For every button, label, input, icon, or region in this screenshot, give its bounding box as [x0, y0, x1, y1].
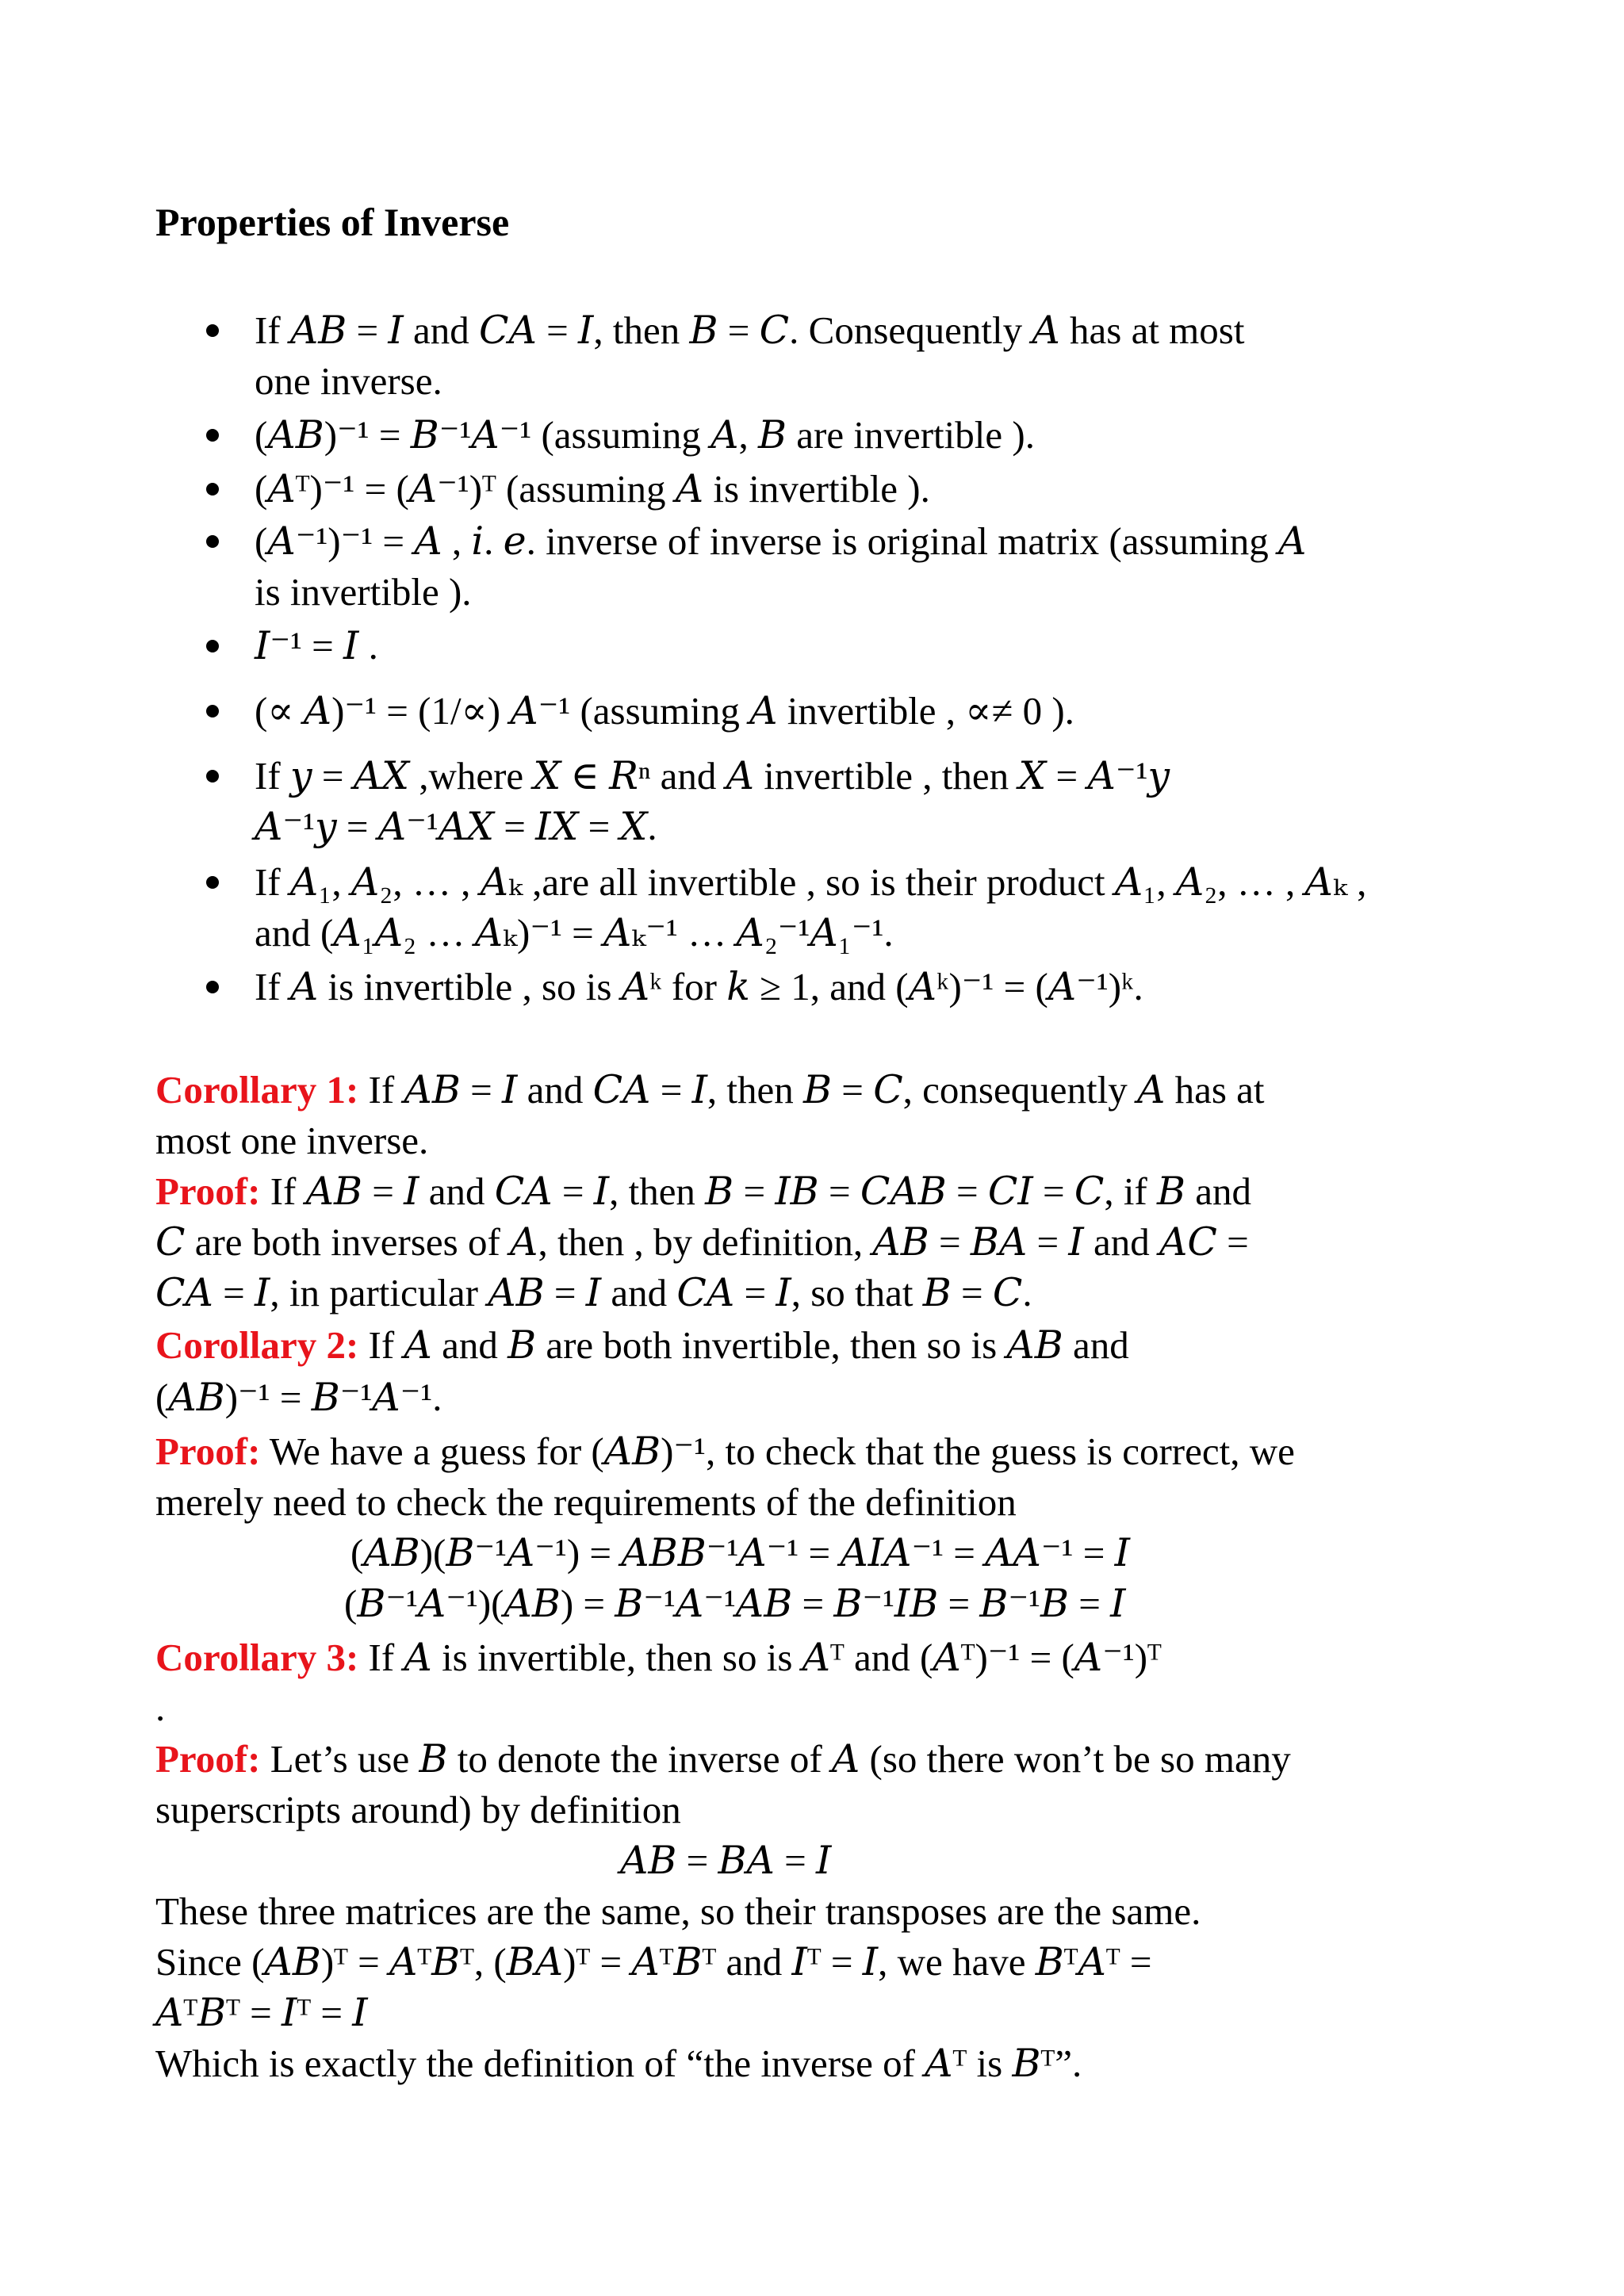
stray-period: .	[155, 1686, 166, 1729]
bullet-icon	[206, 770, 219, 783]
bullet-icon	[206, 705, 219, 718]
corollary-1-statement: If 𝐴𝐵 = 𝐼 and 𝐶𝐴 = 𝐼, then 𝐵 = 𝐶, consequently 𝐴 has at	[358, 1068, 1265, 1112]
proof-1-line-2: 𝐶 are both inverses of 𝐴, then , by definition, 𝐴𝐵 = 𝐵𝐴 = 𝐼 and 𝐴𝐶 =	[155, 1220, 1249, 1264]
proof-1-line-1	[155, 1168, 1251, 1215]
corollary-2-label: Corollary 2:	[155, 1323, 359, 1367]
proof-3-label: Proof:	[155, 1737, 261, 1781]
corollary-3-line-1	[155, 1634, 1162, 1682]
proof-3-equation: 𝐴𝐵 = 𝐵𝐴 = 𝐼	[620, 1839, 832, 1882]
bullet-icon	[206, 981, 219, 993]
proof-3-line-3: These three matrices are the same, so their transposes are the same.	[155, 1889, 1201, 1933]
proof-1-label: Proof:	[155, 1169, 261, 1213]
proof-2-line-2: merely need to check the requirements of the definition	[155, 1480, 1017, 1524]
bullet-icon	[206, 876, 219, 889]
proof-2-label: Proof:	[155, 1429, 261, 1473]
property-4-line-2: is invertible ).	[255, 570, 472, 614]
corollary-3-label: Corollary 3:	[155, 1636, 359, 1679]
proof-2-line-1	[155, 1428, 1295, 1475]
property-8-line-2: and (𝐴₁𝐴₂ … 𝐴ₖ)⁻¹ = 𝐴ₖ⁻¹ … 𝐴₂⁻¹𝐴₁⁻¹.	[255, 911, 894, 955]
bullet-icon	[206, 640, 219, 652]
page-title: Properties of Inverse	[155, 200, 510, 244]
property-9: If 𝐴 is invertible , so is 𝐴ᵏ for 𝑘 ≥ 1, and (𝐴ᵏ)⁻¹ = (𝐴⁻¹)ᵏ.	[255, 965, 1143, 1008]
corollary-1-line-1	[155, 1066, 1265, 1114]
property-4-line-1: (𝐴⁻¹)⁻¹ = 𝐴 , 𝑖. 𝑒. inverse of inverse is original matrix (assuming 𝐴	[255, 519, 1307, 563]
property-5: 𝐼⁻¹ = 𝐼 .	[255, 624, 378, 668]
bullet-icon	[206, 535, 219, 548]
proof-3-line-4: Since (𝐴𝐵)ᵀ = 𝐴ᵀ𝐵ᵀ, (𝐵𝐴)ᵀ = 𝐴ᵀ𝐵ᵀ and 𝐼ᵀ = 𝐼, we have 𝐵ᵀ𝐴ᵀ =	[155, 1940, 1152, 1984]
bullet-icon	[206, 429, 219, 442]
corollary-2-statement: If 𝐴 and 𝐵 are both invertible, then so is 𝐴𝐵 and	[358, 1323, 1129, 1367]
property-6: (∝ 𝐴)⁻¹ = (1/∝) 𝐴⁻¹ (assuming 𝐴 invertible , ∝≠ 0 ).	[255, 689, 1074, 733]
proof-2-equation-2: (𝐵⁻¹𝐴⁻¹)(𝐴𝐵) = 𝐵⁻¹𝐴⁻¹𝐴𝐵 = 𝐵⁻¹𝐼𝐵 = 𝐵⁻¹𝐵 = 𝐼	[344, 1582, 1126, 1625]
property-7-line-1: If 𝑦 = 𝐴𝑋 ,where 𝑋 ∈ 𝑅ⁿ and 𝐴 invertible , then 𝑋 = 𝐴⁻¹𝑦	[255, 754, 1170, 798]
corollary-1-label: Corollary 1:	[155, 1068, 359, 1112]
corollary-2-line-1	[155, 1322, 1129, 1369]
proof-3-line-2: superscripts around) by definition	[155, 1788, 681, 1831]
property-3: (𝐴ᵀ)⁻¹ = (𝐴⁻¹)ᵀ (assuming 𝐴 is invertible ).	[255, 467, 930, 511]
proof-3-text: Let’s use 𝐵 to denote the inverse of 𝐴 (so there won’t be so many	[260, 1737, 1291, 1781]
property-7-line-2: 𝐴⁻¹𝑦 = 𝐴⁻¹𝐴𝑋 = 𝐼𝑋 = 𝑋.	[255, 805, 657, 848]
corollary-2-line-2: (𝐴𝐵)⁻¹ = 𝐵⁻¹𝐴⁻¹.	[155, 1376, 442, 1419]
property-1-line-2: one inverse.	[255, 359, 442, 403]
property-2: (𝐴𝐵)⁻¹ = 𝐵⁻¹𝐴⁻¹ (assuming 𝐴, 𝐵 are invertible ).	[255, 413, 1035, 457]
proof-3-line-6: Which is exactly the definition of “the inverse of 𝐴ᵀ is 𝐵ᵀ”.	[155, 2042, 1082, 2085]
property-1-line-1: If 𝐴𝐵 = 𝐼 and 𝐶𝐴 = 𝐼, then 𝐵 = 𝐶. Consequently 𝐴 has at most	[255, 308, 1245, 352]
proof-1-line-3: 𝐶𝐴 = 𝐼, in particular 𝐴𝐵 = 𝐼 and 𝐶𝐴 = 𝐼, so that 𝐵 = 𝐶.	[155, 1271, 1032, 1314]
proof-2-text: We have a guess for (𝐴𝐵)⁻¹, to check that the guess is correct, we	[260, 1429, 1295, 1473]
corollary-1-line-2: most one inverse.	[155, 1119, 429, 1162]
proof-1-text: If 𝐴𝐵 = 𝐼 and 𝐶𝐴 = 𝐼, then 𝐵 = 𝐼𝐵 = 𝐶𝐴𝐵 = 𝐶𝐼 = 𝐶, if 𝐵 and	[260, 1169, 1252, 1213]
bullet-icon	[206, 483, 219, 496]
property-8-line-1: If 𝐴₁, 𝐴₂, … , 𝐴ₖ ,are all invertible , so is their product 𝐴₁, 𝐴₂, … , 𝐴ₖ ,	[255, 860, 1367, 904]
proof-3-line-1	[155, 1735, 1291, 1783]
bullet-icon	[206, 324, 219, 337]
corollary-3-statement: If 𝐴 is invertible, then so is 𝐴ᵀ and (𝐴ᵀ)⁻¹ = (𝐴⁻¹)ᵀ	[358, 1636, 1162, 1679]
proof-3-line-5: 𝐴ᵀ𝐵ᵀ = 𝐼ᵀ = 𝐼	[155, 1991, 368, 2034]
proof-2-equation-1: (𝐴𝐵)(𝐵⁻¹𝐴⁻¹) = 𝐴𝐵𝐵⁻¹𝐴⁻¹ = 𝐴𝐼𝐴⁻¹ = 𝐴𝐴⁻¹ = 𝐼	[350, 1531, 1130, 1575]
